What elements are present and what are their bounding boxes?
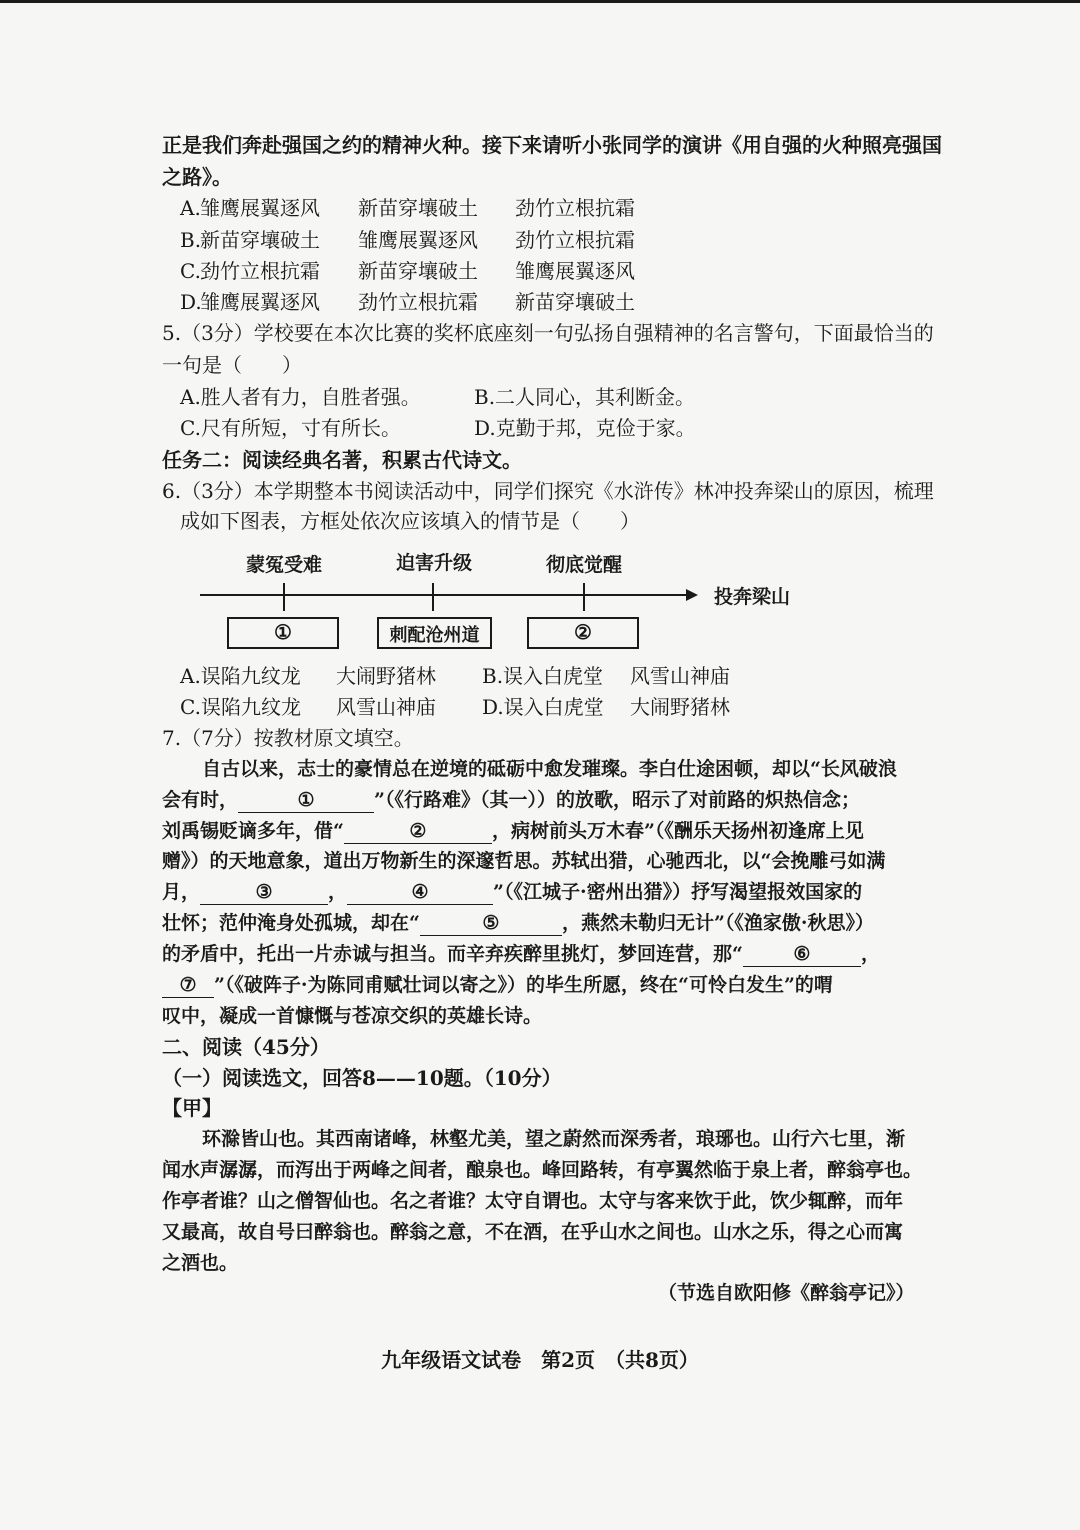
q7-title: 7.（7分）按教材原文填空。 (162, 726, 414, 750)
q6-option-b-1: B.误入白虎堂 (482, 664, 604, 688)
top-edge-line (0, 0, 1080, 3)
q7-para-line-7: 的矛盾中，托出一片赤诚与担当。而辛弃疾醉里挑灯，梦回连营，那“ ⑥ ， (162, 943, 880, 965)
q5-stem-line-1: 5.（3分）学校要在本次比赛的奖杯底座刻一句弘扬自强精神的名言警句，下面最恰当的 (162, 321, 934, 345)
box-2-text: 刺配沧州道 (389, 625, 480, 646)
blank-1[interactable]: ① (238, 788, 374, 813)
stage-label-2: 迫害升级 (396, 552, 473, 574)
blank-5[interactable]: ⑤ (420, 911, 562, 936)
timeline-arrowhead (686, 589, 698, 601)
q6-option-d-2: 大闹野猪林 (630, 695, 730, 719)
q6-option-c-2: 风雪山神庙 (336, 695, 436, 719)
intro-line-1: 正是我们奔赴强国之约的精神火种。接下来请听小张同学的演讲《用自强的火种照亮强国 (162, 133, 942, 157)
stage-label-1: 蒙冤受难 (246, 554, 323, 576)
task2-heading: 任务二：阅读经典名著，积累古代诗文。 (162, 448, 522, 472)
passage-line-1: 环滁皆山也。其西南诸峰，林壑尤美，望之蔚然而深秀者，琅琊也。山行六七里，渐 (202, 1128, 906, 1150)
q5-stem-line-2: 一句是（ ） (162, 353, 302, 377)
section2-heading: 二、阅读（45分） (162, 1035, 330, 1059)
end-label: 投奔梁山 (714, 586, 791, 608)
passage-line-3: 作亭者谁？山之僧智仙也。名之者谁？太守自谓也。太守与客来饮于此，饮少辄醉，而年 (162, 1190, 904, 1212)
q7-para-line-4: 赠》）的天地意象，道出万物新生的深邃哲思。苏轼出猎，心驰西北，以“会挽雕弓如满 (162, 850, 886, 872)
q7-para-line-9: 叹中，凝成一首慷慨与苍凉交织的英雄长诗。 (162, 1005, 543, 1027)
q7-para-line-1: 自古以来，志士的豪情总在逆境的砥砺中愈发璀璨。李白仕途困顿，却以“长风破浪 (202, 758, 897, 780)
q5-option-b: B.二人同心，其利断金。 (474, 385, 696, 409)
q7-para-line-3: 刘禹锡贬谪多年，借“ ② ，病树前头万木春”（《酬乐天扬州初逢席上见 (162, 820, 864, 842)
q6-option-c-1: C.误陷九纹龙 (180, 695, 301, 719)
blank-2[interactable]: ② (344, 819, 492, 844)
q5-option-a: A.胜人者有力，自胜者强。 (180, 385, 421, 409)
q7-para-line-8: ⑦ ”（《破阵子·为陈同甫赋壮词以寄之》）的毕生所愿，终在“可怜白发生”的喟 (162, 970, 833, 1000)
blank-6[interactable]: ⑥ (743, 942, 861, 967)
passage-line-2: 闻水声潺潺，而泻出于两峰之间者，酿泉也。峰回路转，有亭翼然临于泉上者，醉翁亭也。 (162, 1159, 923, 1181)
q7-para-line-5: 月， ③ ， ④ ”（《江城子·密州出猎》）抒写渴望报效国家的 (162, 881, 863, 903)
q6-option-b-2: 风雪山神庙 (630, 664, 730, 688)
q5-option-c: C.尺有所短，寸有所长。 (180, 416, 401, 440)
passage-line-5: 之酒也。 (162, 1252, 239, 1274)
q6-option-d-1: D.误入白虎堂 (482, 695, 604, 719)
blank-4[interactable]: ④ (347, 880, 493, 905)
box-3-text: ② (574, 620, 592, 644)
part1-heading: （一）阅读选文，回答8——10题。（10分） (162, 1066, 562, 1090)
q7-para-line-6: 壮怀；范仲淹身处孤城，却在“ ⑤ ，燕然未勒归无计”（《渔家傲·秋思》） (162, 912, 874, 934)
passage-source: （节选自欧阳修《醉翁亭记》） (658, 1282, 915, 1304)
blank-3[interactable]: ③ (200, 880, 328, 905)
q6-option-a-2: 大闹野猪林 (336, 664, 436, 688)
q5-option-d: D.克勤于邦，克俭于家。 (474, 416, 696, 440)
q7-para-line-2: 会有时， ① ”（《行路难》（其一））的放歌，昭示了对前路的炽热信念； (162, 789, 860, 811)
passage-line-4: 又最高，故自号曰醉翁也。醉翁之意，不在酒，在乎山水之间也。山水之乐，得之心而寓 (162, 1221, 904, 1243)
passage-jia-label: 【甲】 (162, 1096, 222, 1120)
lin-chong-timeline-diagram (190, 545, 791, 655)
intro-line-2: 之路》。 (162, 165, 232, 189)
page-footer: 九年级语文试卷 第2页 （共8页） (381, 1348, 699, 1372)
q6-option-a-1: A.误陷九纹龙 (180, 664, 301, 688)
q6-stem-line-1: 6.（3分）本学期整本书阅读活动中，同学们探究《水浒传》林冲投奔梁山的原因，梳理 (162, 479, 934, 503)
stage-label-3: 彻底觉醒 (546, 554, 623, 576)
box-1-text: ① (274, 620, 292, 644)
q6-stem-line-2: 成如下图表，方框处依次应该填入的情节是（ ） (180, 509, 640, 533)
blank-7[interactable]: ⑦ (162, 973, 214, 998)
